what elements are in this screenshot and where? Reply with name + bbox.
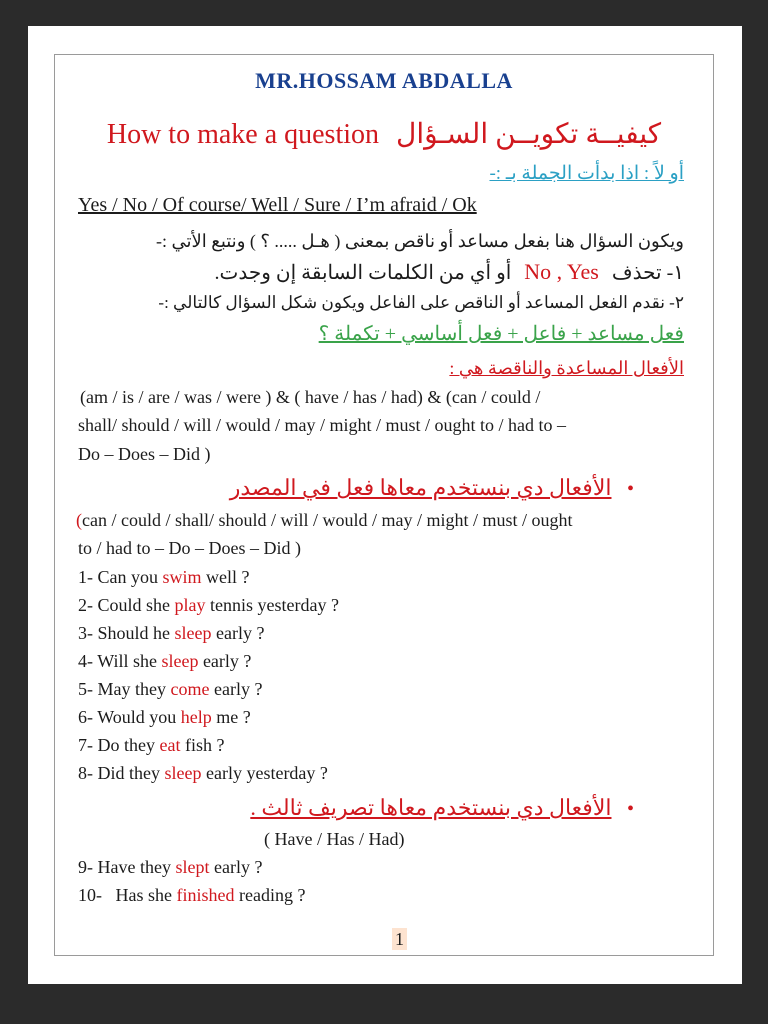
example-verb: swim	[162, 567, 202, 587]
example-number: 6-	[78, 707, 93, 727]
example-pre: Do they	[97, 735, 160, 755]
example-verb: slept	[175, 857, 210, 877]
example-verb: eat	[159, 735, 181, 755]
page-number: 1	[392, 928, 407, 950]
example-number: 9-	[78, 857, 93, 877]
example-item	[78, 706, 251, 728]
first-heading: أو لاً : اذا بدأت الجملة بـ :-	[489, 163, 684, 184]
base-verbs-line	[76, 509, 572, 531]
example-post: early ?	[209, 857, 263, 877]
example-post: tennis yesterday ?	[205, 595, 339, 615]
example-item	[78, 650, 251, 672]
example-pre: Can you	[97, 567, 163, 587]
example-post: me ?	[211, 707, 251, 727]
example-post: early ?	[198, 651, 252, 671]
example-pre: May they	[97, 679, 171, 699]
example-post: early ?	[211, 623, 265, 643]
example-item	[78, 884, 305, 906]
aux-heading: الأفعال المساعدة والناقصة هي :	[449, 358, 684, 378]
example-verb: help	[180, 707, 212, 727]
example-number: 5-	[78, 679, 93, 699]
example-pre: Should he	[97, 623, 175, 643]
example-pre: Has she	[106, 885, 177, 905]
base-verbs-line: to / had to – Do – Does – Did )	[78, 538, 301, 558]
rule-1-prefix: ١- تحذف	[611, 262, 684, 284]
rule-1-words: No , Yes	[524, 259, 599, 284]
example-pre: Will she	[97, 651, 162, 671]
aux-list-line: shall/ should / will / would / may / might / must / ought to / had to –	[78, 415, 567, 435]
aux-list-line: Do – Does – Did )	[78, 444, 211, 464]
base-verbs-paren: (	[76, 510, 82, 530]
section-pp-heading	[250, 795, 634, 822]
example-number: 8-	[78, 763, 93, 783]
question-formula: فعل مساعد + فاعل + فعل أساسي + تكملة ؟	[318, 323, 684, 345]
example-item	[78, 622, 264, 644]
rule-1-suffix: أو أي من الكلمات السابقة إن وجدت.	[214, 262, 512, 284]
example-verb: come	[170, 679, 210, 699]
title-english: How to make a question	[106, 119, 380, 150]
bullet-icon: •	[626, 478, 634, 500]
example-number: 10-	[78, 885, 102, 905]
example-number: 2-	[78, 595, 93, 615]
example-pre: Would you	[97, 707, 181, 727]
example-number: 1-	[78, 567, 93, 587]
example-pre: Could she	[97, 595, 175, 615]
example-post: early yesterday ?	[201, 763, 328, 783]
example-post: reading ?	[234, 885, 306, 905]
example-post: well ?	[201, 567, 250, 587]
section-base-heading	[230, 475, 634, 502]
example-verb: play	[174, 595, 206, 615]
title-arabic: كيفيــة تكويــن السـؤال	[396, 119, 662, 150]
pp-verbs: ( Have / Has / Had)	[264, 829, 405, 849]
rule-1	[215, 260, 684, 285]
rule-intro: ويكون السؤال هنا بفعل مساعد أو ناقص بمعنى ( هـل ..... ؟ ) ونتبع الأتي :-	[155, 231, 684, 251]
rule-2: ٢- نقدم الفعل المساعد أو الناقص على الفاعل ويكون شكل السؤال كالتالي :-	[158, 293, 684, 312]
yes-words-line: Yes / No / Of course/ Well / Sure / I’m afraid / Ok	[78, 194, 477, 216]
example-pre: Did they	[97, 763, 165, 783]
example-item	[78, 566, 250, 588]
bullet-icon: •	[626, 798, 634, 820]
example-number: 3-	[78, 623, 93, 643]
example-post: fish ?	[180, 735, 225, 755]
section-base-title: الأفعال دي بنستخدم معاها فعل في المصدر	[229, 475, 612, 500]
example-item	[78, 678, 262, 700]
example-verb: sleep	[161, 651, 199, 671]
example-number: 7-	[78, 735, 93, 755]
example-item	[78, 594, 339, 616]
example-pre: Have they	[97, 857, 176, 877]
example-verb: sleep	[164, 763, 202, 783]
author-name: MR.HOSSAM ABDALLA	[255, 68, 513, 93]
example-item	[78, 856, 262, 878]
base-verbs-text: can / could / shall/ should / will / would / may / might / must / ought	[82, 510, 573, 530]
aux-list-line: (am / is / are / was / were ) & ( have / has / had) & (can / could /	[80, 387, 541, 407]
example-verb: finished	[176, 885, 235, 905]
example-item	[78, 762, 328, 784]
page-title	[0, 118, 768, 152]
example-post: early ?	[209, 679, 263, 699]
example-item	[78, 734, 224, 756]
section-pp-title: الأفعال دي بنستخدم معاها تصريف ثالث .	[250, 795, 612, 820]
example-verb: sleep	[174, 623, 212, 643]
example-number: 4-	[78, 651, 93, 671]
